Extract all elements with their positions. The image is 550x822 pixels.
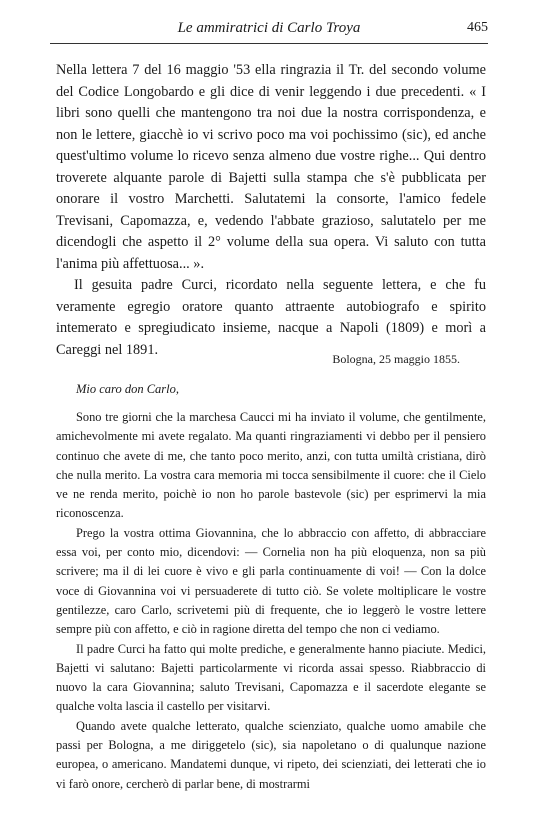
letter-body <box>56 408 486 794</box>
page-number: 465 <box>467 20 488 35</box>
running-title: Le ammiratrici di Carlo Troya <box>177 20 361 36</box>
letter-paragraph: Il padre Curci ha fatto qui molte prediche, e generalmente hanno piaciute. Medici, Bajetti vi salutano: Bajetti particolarmente vi ricorda assai spesso. Riabbraccio di nuovo la cara Giovannina; saluto Trevisani, Capomazza e il sacerdote elegante se qualche volta lascia il castello per visitarvi. <box>56 641 486 714</box>
intro-paragraph: Nella lettera 7 del 16 maggio '53 ella ringrazia il Tr. del secondo volume del Codice Longobardo e gli dice di venir leggendo i due precedenti. « I libri sono quelli che mantengono tra noi due la nostra corrispondenza, e non le lettere, giacchè io vi scrivo poco ma voi pochissimo (sic), ed anche quest'ultimo volume lo ricevo senza almeno due vostre righe... Qui dentro troverete alquante parole di Bajetti sulla stampa che s'è pubblicata per onorare il vostro Marchetti. Salutatemi la consorte, l'amico fedele Trevisani, Capomazza, e, vedendo l'abbate grazioso, salutatelo per me dicendogli che aspetto il 2° volume della sua opera. Vi saluto con tutta l'anima più affettuosa... ». <box>56 62 486 272</box>
letter-paragraph: Sono tre giorni che la marchesa Caucci mi ha inviato il volume, che gentilmente, amichevolmente mi avete regalato. Ma quanti ringraziamenti vi debbo per il pensiero continuo che avete di me, che tanto poco merito, anzi, con tutta umiltà cristiana, dirò che nulla merito. La vostra cara memoria mi tocca sensibilmente il cuore: che il Cielo ve ne renda merito, poichè io non ho parole bastevole (sic) per esprimervi la mia riconoscenza. <box>56 410 486 521</box>
header-rule <box>50 43 488 44</box>
intro-section <box>56 60 486 361</box>
letter-salutation: Mio caro don Carlo, <box>76 382 180 396</box>
page-header <box>50 18 488 42</box>
letter-paragraph: Quando avete qualche letterato, qualche scienziato, qualche uomo amabile che passi per Bologna, a me diriggetelo (sic), sia napoletano o di qualunque nazione europea, o americano. Mandatemi dunque, vi ripeto, dei scienziati, dei letterati che io vi farò onore, cercherò di parlar bene, di mostrarmi <box>56 718 486 791</box>
letter-paragraph: Prego la vostra ottima Giovannina, che lo abbraccio con affetto, di abbracciare essa voi, per conto mio, dicendovi: — Cornelia non ha più eloquenza, non sa più scrivere; ma il di lei cuore è vivo e gli parla continuamente di voi! — Con la dolce voce di Giovannina voi vi persuaderete di tutto ciò. Se volete moltiplicare le vostre gentilezze, caro Carlo, scrivetemi più di frequente, che io leggerò le vostre lettere sempre più con affetto, e ciò in ragione diretta del tempo che non ci vediamo. <box>56 525 486 637</box>
intro-paragraph: Il gesuita padre Curci, ricordato nella seguente lettera, e che fu veramente egregio oratore quanto attraente autobiografo e spirito intemerato e spregiudicato insieme, nacque a Napoli (1809) e morì a Careggi nel 1891. <box>56 277 486 358</box>
letter-dateline: Bologna, 25 maggio 1855. <box>332 352 460 366</box>
